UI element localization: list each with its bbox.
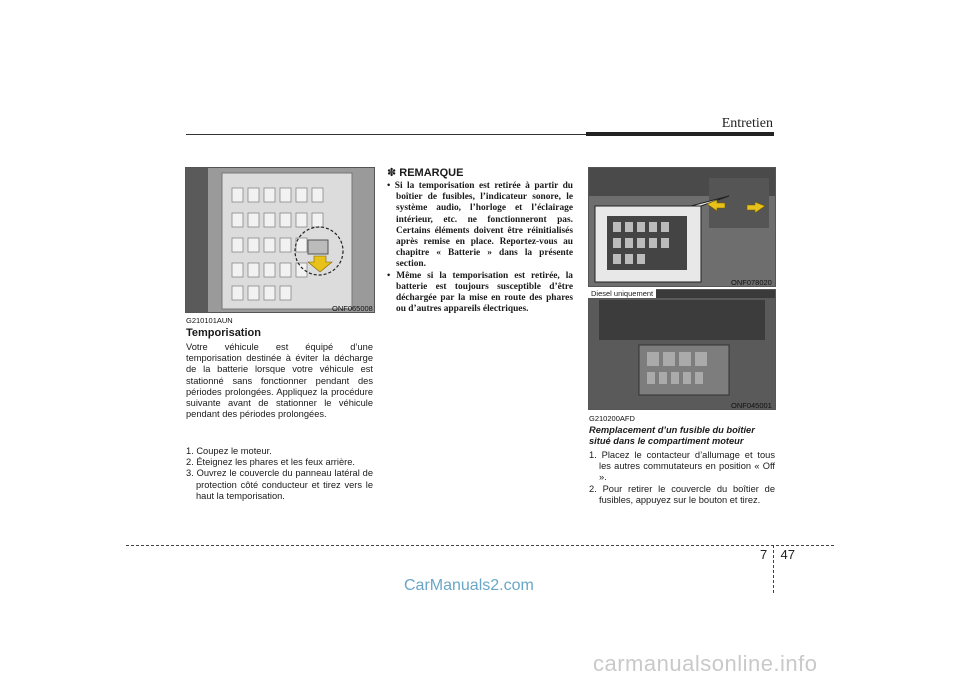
photo-code: ONF045001 bbox=[731, 401, 772, 410]
fuse-panel-photo bbox=[185, 167, 375, 313]
list-item: • Même si la temporisation est retirée, la batterie est toujours susceptible d’être déchargée par la mise en route des phares ou d’autres appareils électriques. bbox=[387, 270, 573, 315]
watermark-link[interactable]: CarManuals2.com bbox=[404, 577, 534, 594]
fuse-panel-illustration bbox=[186, 168, 374, 312]
section-code: G210200AFD bbox=[589, 414, 635, 423]
header-rule-thick bbox=[586, 132, 774, 136]
engine-bay-photo bbox=[588, 167, 776, 287]
header-rule bbox=[186, 134, 586, 135]
chapter-number: 7 bbox=[760, 547, 768, 562]
diesel-engine-bay-photo bbox=[588, 289, 776, 410]
section-code: G210101AUN bbox=[186, 316, 233, 325]
remark-title: REMARQUE bbox=[399, 167, 464, 179]
page-number bbox=[760, 547, 795, 562]
steps-list bbox=[186, 446, 373, 502]
list-item: 1. Placez le contacteur d’allumage et tous les autres commutateurs en position « Off ». bbox=[589, 450, 775, 483]
section-heading: Remplacement d’un fusible du boîtier situé dans le compartiment moteur bbox=[589, 425, 755, 446]
diesel-only-label: Diesel uniquement bbox=[588, 289, 656, 298]
list-item: 2. Pour retirer le couvercle du boîtier de fusibles, appuyez sur le bouton et tirez. bbox=[589, 483, 775, 505]
list-item: • Si la temporisation est retirée à partir du boîtier de fusibles, l’indicateur sonore, le système audio, l’horloge et l’éclairage intérieur, etc. ne fonctionneront pas. Certains éléments doivent être réinitialisés après remise en place. Reportez-vous au chapitre « Batterie » dans la présente section. bbox=[387, 181, 573, 270]
engine-fuse-box-illustration bbox=[589, 168, 775, 286]
remark-icon: ✽ bbox=[387, 167, 397, 179]
steps-list bbox=[589, 450, 775, 506]
diesel-fuse-box-illustration bbox=[589, 290, 775, 409]
footer-rule bbox=[126, 545, 834, 546]
photo-code: ONF078020 bbox=[731, 278, 772, 287]
remark-heading bbox=[387, 166, 463, 179]
list-item: 3. Ouvrez le couvercle du panneau latéral de protection côté conducteur et tirez vers le haut la temporisation. bbox=[186, 468, 373, 501]
remark-list bbox=[387, 181, 573, 315]
section-heading: Temporisation bbox=[186, 327, 261, 339]
temporisation-paragraph: Votre véhicule est équipé d’une temporisation destinée à éviter la décharge de la batterie lorsque votre véhicule est stationné sans fonctionner pendant des périodes prolongées. Appliquez la procédure suivante avant de stationner le véhicule pendant des périodes prolongées. bbox=[186, 342, 373, 420]
list-item: 2. Éteignez les phares et les feux arrière. bbox=[186, 457, 355, 468]
photo-code: ONF065008 bbox=[332, 304, 373, 313]
page-number-value: 47 bbox=[780, 547, 795, 562]
site-watermark: carmanualsonline.info bbox=[593, 651, 818, 676]
section-title: Entretien bbox=[721, 116, 773, 131]
list-item: 1. Coupez le moteur. bbox=[186, 446, 272, 456]
